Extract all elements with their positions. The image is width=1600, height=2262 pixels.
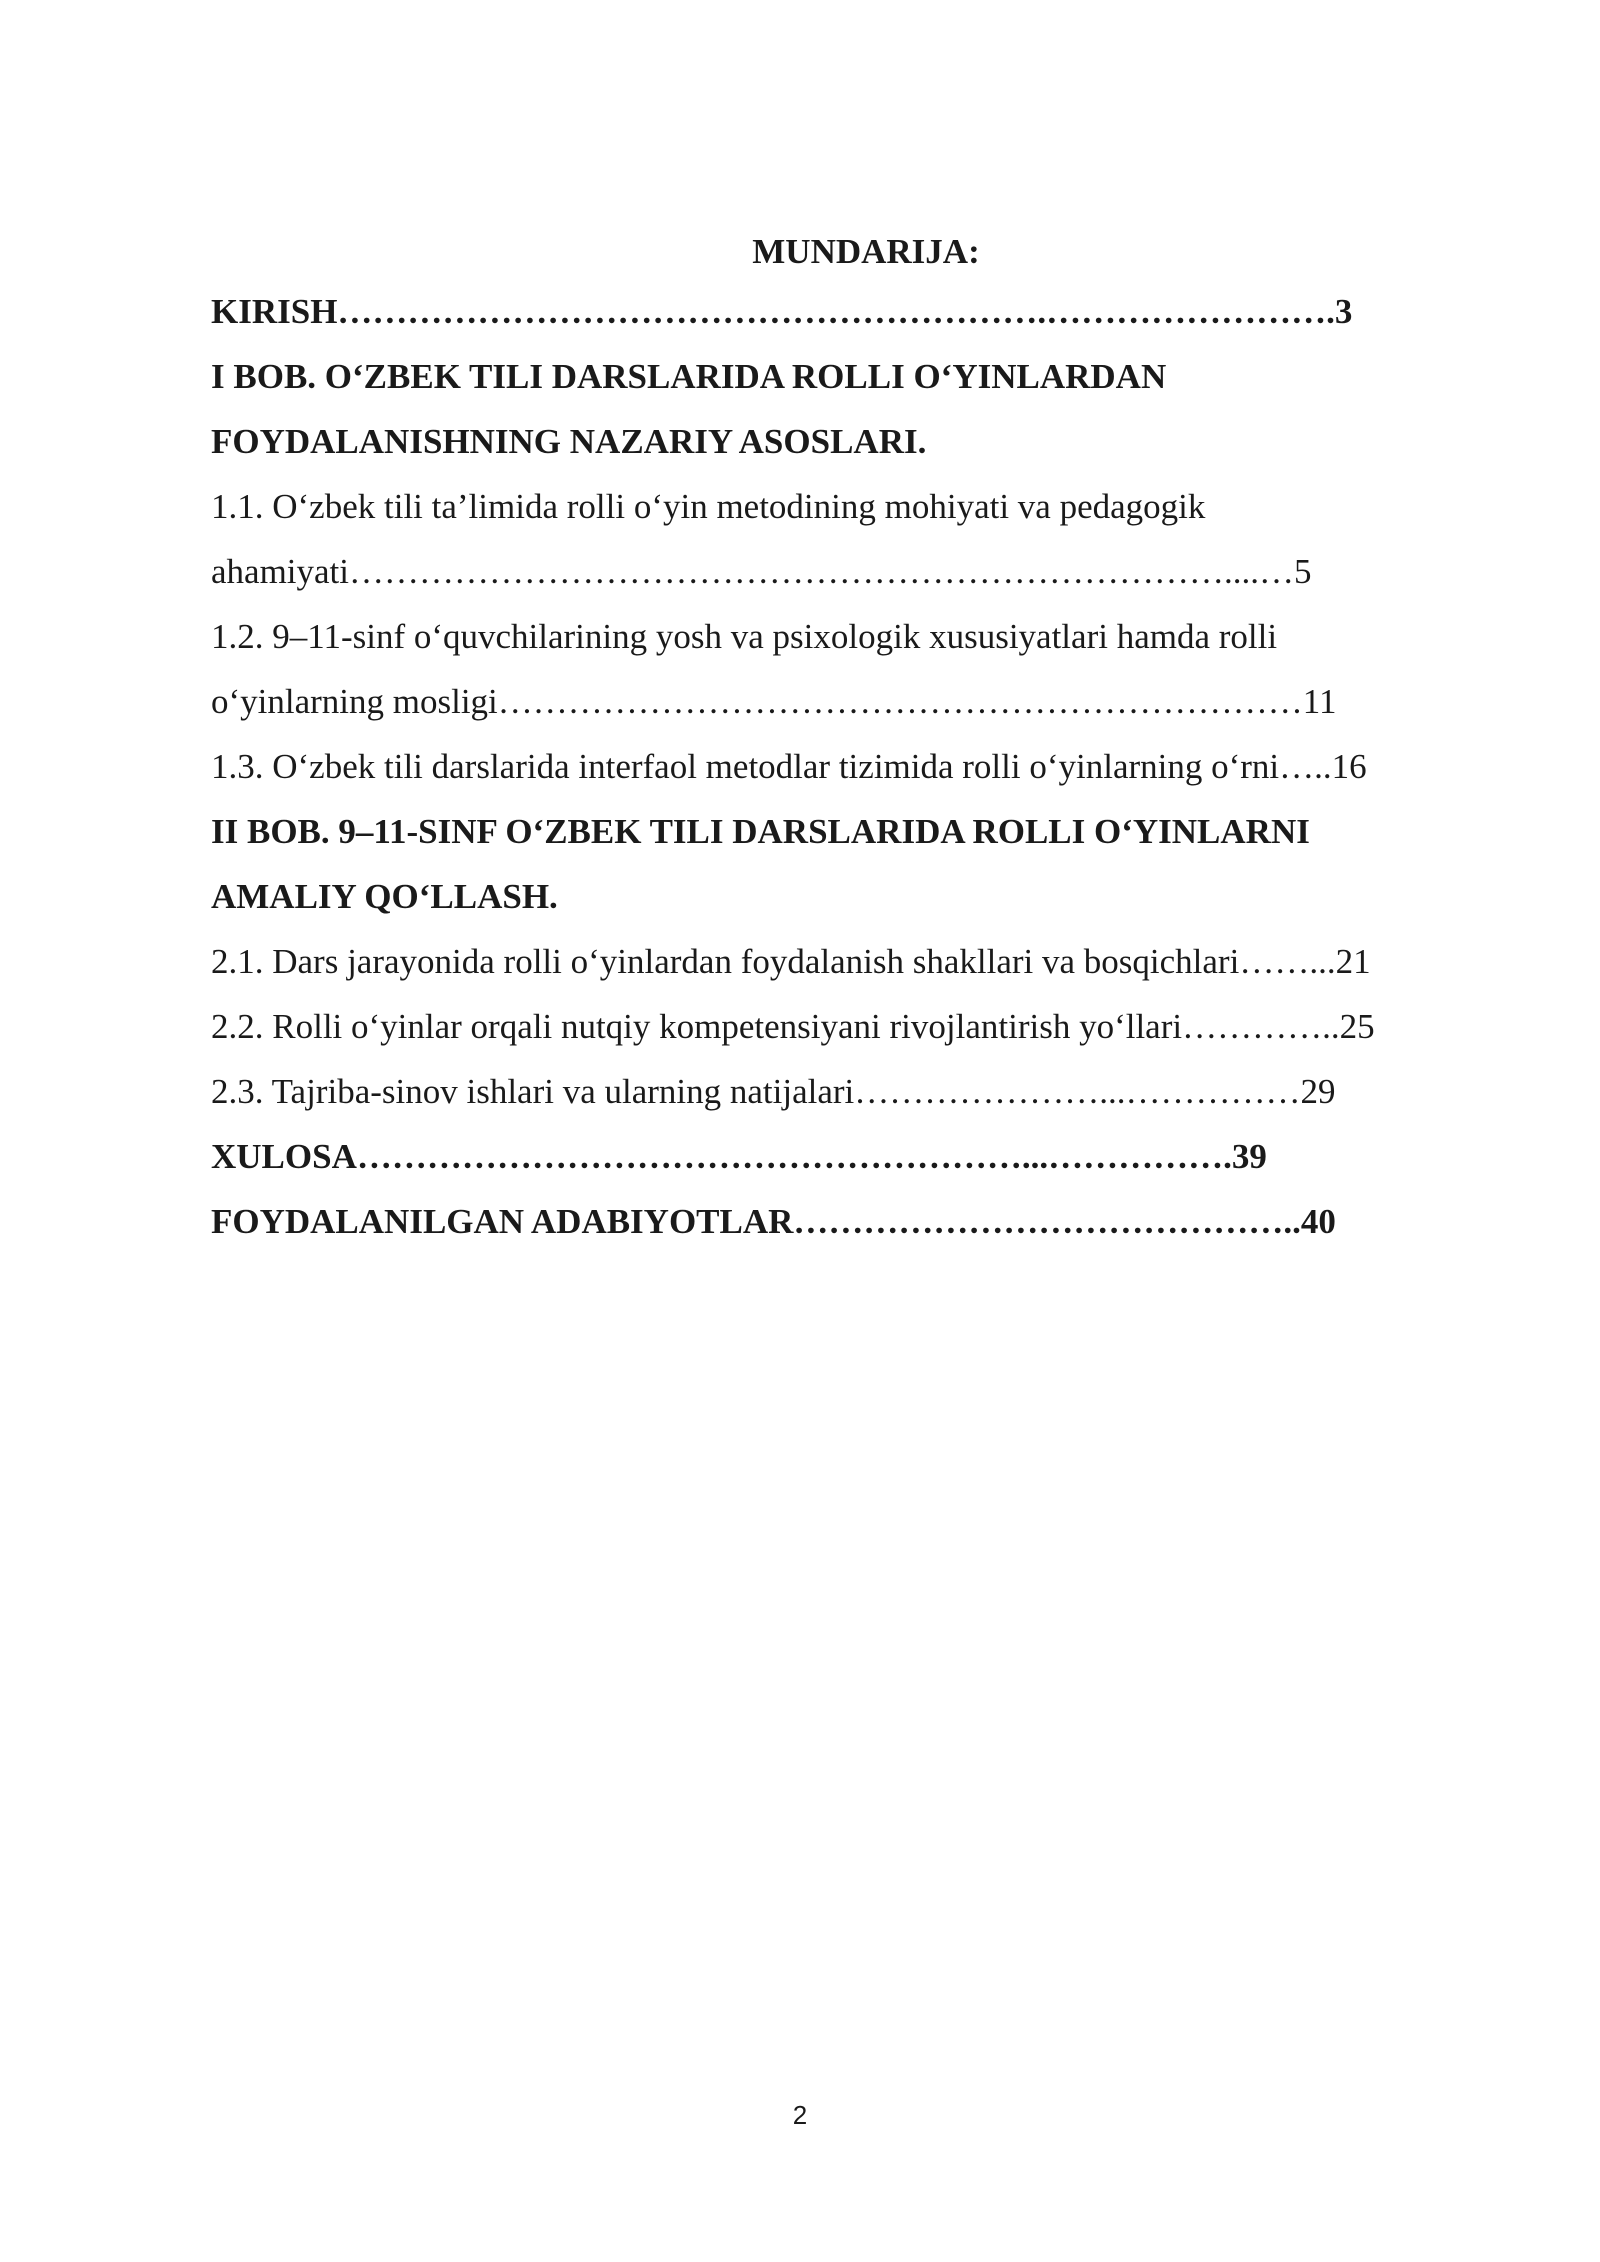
toc-entry-xulosa: XULOSA…………………………………………………...…………….39 bbox=[211, 1137, 1267, 1176]
toc-chapter-2-heading-line-2: AMALIY QO‘LLASH. bbox=[211, 877, 558, 916]
toc-entry-adabiyotlar: FOYDALANILGAN ADABIYOTLAR……………………………………..40 bbox=[211, 1202, 1336, 1241]
page-number: 2 bbox=[792, 2100, 808, 2130]
toc-chapter-1-heading-line-1: I BOB. O‘ZBEK TILI DARSLARIDA ROLLI O‘YINLARDAN bbox=[211, 357, 1167, 396]
toc-entry-1-2-line-1: 1.2. 9–11-sinf o‘quvchilarining yosh va psixologik xususiyatlari hamda rolli bbox=[211, 617, 1278, 656]
toc-entry-1-1-line-1: 1.1. O‘zbek tili ta’limida rolli o‘yin metodining mohiyati va pedagogik bbox=[211, 487, 1206, 526]
toc-entry-2-3: 2.3. Tajriba-sinov ishlari va ularning natijalari…………………...……………29 bbox=[211, 1072, 1336, 1111]
toc-entry-1-1-line-2: ahamiyati…………………………………………………………………....…5 bbox=[211, 552, 1312, 591]
toc-chapter-1-heading-line-2: FOYDALANISHNING NAZARIY ASOSLARI. bbox=[211, 422, 927, 461]
toc-entry-kirish: KIRISH…………………………………………………….…………………….3 bbox=[211, 292, 1353, 331]
toc-title: MUNDARIJA: bbox=[752, 232, 980, 271]
toc-entry-1-3: 1.3. O‘zbek tili darslarida interfaol metodlar tizimida rolli o‘yinlarning o‘rni…..16 bbox=[211, 747, 1367, 786]
toc-entry-2-1: 2.1. Dars jarayonida rolli o‘yinlardan foydalanish shakllari va bosqichlari……...21 bbox=[211, 942, 1371, 981]
toc-chapter-2-heading-line-1: II BOB. 9–11-SINF O‘ZBEK TILI DARSLARIDA ROLLI O‘YINLARNI bbox=[211, 812, 1310, 851]
toc-entry-1-2-line-2: o‘yinlarning mosligi……………………………………………………………11 bbox=[211, 682, 1337, 721]
toc-entry-2-2: 2.2. Rolli o‘yinlar orqali nutqiy kompetensiyani rivojlantirish yo‘llari…………..25 bbox=[211, 1007, 1375, 1046]
table-of-contents bbox=[211, 224, 1461, 1254]
